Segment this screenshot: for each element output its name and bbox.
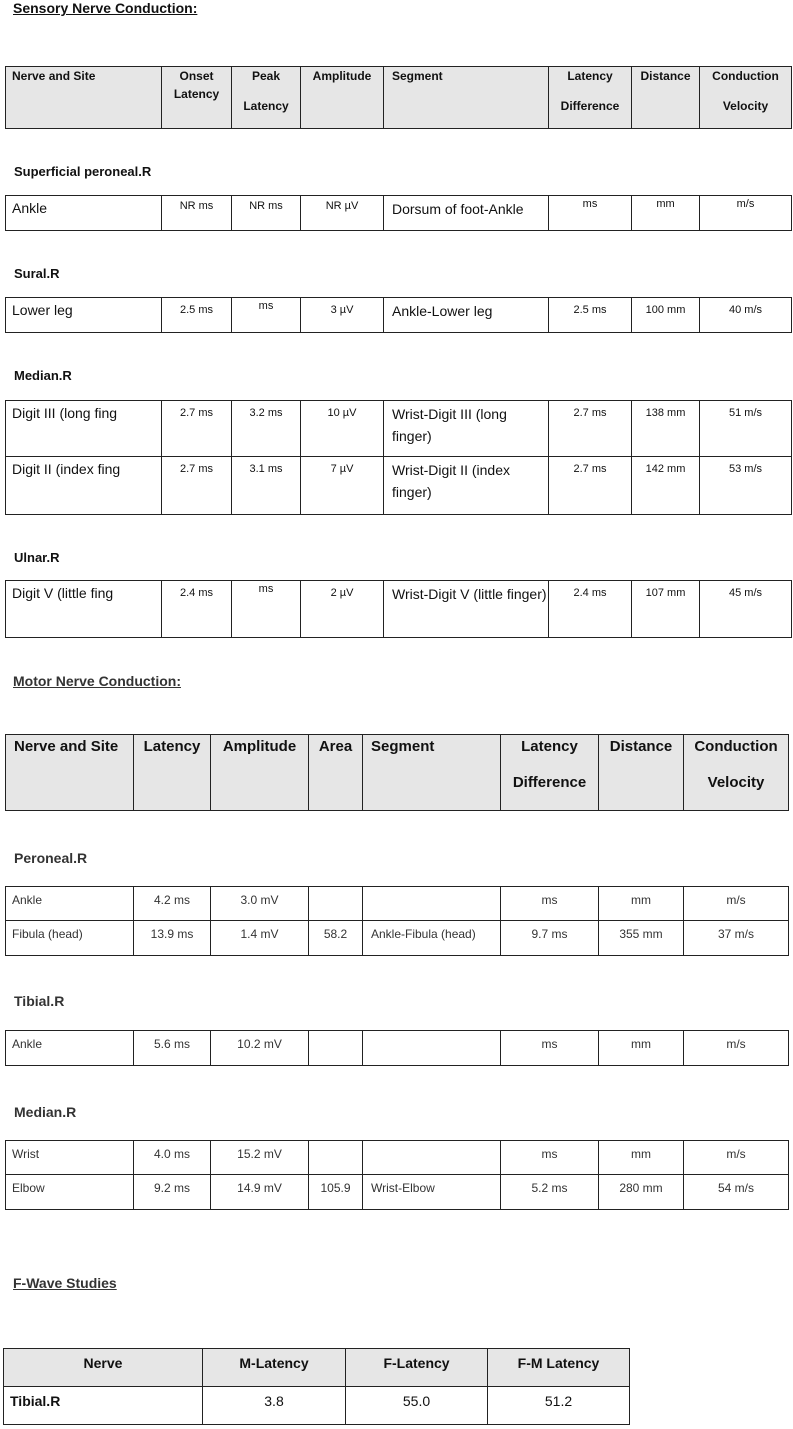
fwave-header-nerve: Nerve [4,1349,203,1387]
sensory-table-sural [5,297,792,333]
cell-segment: Wrist-Digit III (long finger) [384,401,549,457]
cell-amplitude: 1.4 mV [211,921,309,956]
cell-distance: 107 mm [632,581,700,638]
cell-onset-latency: 2.7 ms [162,401,232,457]
cell-conduction-velocity: 37 m/s [684,921,789,956]
cell-amplitude: 3.0 mV [211,887,309,921]
sensory-header-segment: Segment [384,67,549,129]
table-row [6,457,792,515]
cell-site: Wrist [6,1141,134,1175]
cell-peak-latency: 3.1 ms [232,457,301,515]
cell-onset-latency: 2.7 ms [162,457,232,515]
cell-onset-latency: NR ms [162,196,232,231]
motor-header-distance: Distance [599,735,684,811]
sensory-section-title: Sensory Nerve Conduction: [13,0,198,16]
cell-peak-latency: 3.2 ms [232,401,301,457]
motor-section-title: Motor Nerve Conduction: [13,673,181,689]
cell-segment: Wrist-Elbow [363,1175,501,1210]
cell-site: Digit III (long fing [6,401,162,457]
cell-area: 58.2 [309,921,363,956]
cell-amplitude: 10 µV [301,401,384,457]
motor-header-conduction-velocity: Conduction Velocity [684,735,789,811]
cell-latency-difference: 2.4 ms [549,581,632,638]
cell-latency-difference: ms [501,1031,599,1066]
sensory-header-conduction-velocity: Conduction Velocity [700,67,792,129]
sensory-header-onset-latency: Onset Latency [162,67,232,129]
cell-amplitude: 7 µV [301,457,384,515]
cell-site: Digit V (little fing [6,581,162,638]
fwave-header-fm-latency: F-M Latency [488,1349,630,1387]
cell-latency-difference: 5.2 ms [501,1175,599,1210]
cell-latency-difference: ms [549,196,632,231]
cell-segment: Wrist-Digit V (little finger) [384,581,549,638]
cell-peak-latency: NR ms [232,196,301,231]
motor-group-title: Peroneal.R [14,850,88,866]
sensory-group-title: Median.R [14,368,72,383]
cell-area [309,1141,363,1175]
cell-distance: 280 mm [599,1175,684,1210]
cell-f-latency: 55.0 [346,1387,488,1425]
sensory-group-title: Sural.R [14,266,60,281]
fwave-table [3,1348,630,1425]
motor-table-median [5,1140,789,1210]
cell-conduction-velocity: 40 m/s [700,298,792,333]
sensory-group-title: Superficial peroneal.R [14,164,152,179]
motor-header-table [5,734,789,811]
cell-site: Fibula (head) [6,921,134,956]
table-row [6,196,792,231]
cell-area: 105.9 [309,1175,363,1210]
cell-conduction-velocity: m/s [684,1141,789,1175]
cell-latency: 4.2 ms [134,887,211,921]
motor-header-latency-difference: Latency Difference [501,735,599,811]
cell-distance: 100 mm [632,298,700,333]
table-row [6,298,792,333]
cell-amplitude: 15.2 mV [211,1141,309,1175]
table-row [6,401,792,457]
sensory-header-latency-difference: Latency Difference [549,67,632,129]
cell-peak-latency: ms [232,298,301,333]
cell-m-latency: 3.8 [203,1387,346,1425]
motor-header-segment: Segment [363,735,501,811]
cell-amplitude: 14.9 mV [211,1175,309,1210]
cell-latency: 4.0 ms [134,1141,211,1175]
motor-header-area: Area [309,735,363,811]
cell-conduction-velocity: 53 m/s [700,457,792,515]
cell-site: Lower leg [6,298,162,333]
table-row [4,1387,630,1425]
motor-header-nerve-site: Nerve and Site [6,735,134,811]
cell-distance: 142 mm [632,457,700,515]
cell-distance: 138 mm [632,401,700,457]
fwave-header-f-latency: F-Latency [346,1349,488,1387]
cell-area [309,887,363,921]
sensory-group-title: Ulnar.R [14,550,60,565]
cell-site: Ankle [6,196,162,231]
sensory-table-median [5,400,792,515]
table-row [6,1141,789,1175]
sensory-table-ulnar [5,580,792,638]
cell-distance: mm [599,887,684,921]
table-row [6,887,789,921]
cell-conduction-velocity: m/s [684,887,789,921]
cell-site: Digit II (index fing [6,457,162,515]
cell-fm-latency: 51.2 [488,1387,630,1425]
cell-distance: mm [599,1031,684,1066]
cell-amplitude: 2 µV [301,581,384,638]
motor-table-peroneal [5,886,789,956]
fwave-header-m-latency: M-Latency [203,1349,346,1387]
cell-amplitude: 10.2 mV [211,1031,309,1066]
cell-onset-latency: 2.5 ms [162,298,232,333]
sensory-header-distance: Distance [632,67,700,129]
cell-latency: 13.9 ms [134,921,211,956]
cell-amplitude: NR µV [301,196,384,231]
cell-segment: Ankle-Fibula (head) [363,921,501,956]
cell-latency: 9.2 ms [134,1175,211,1210]
motor-group-title: Tibial.R [14,993,65,1009]
cell-latency-difference: 2.5 ms [549,298,632,333]
cell-distance: mm [599,1141,684,1175]
motor-table-tibial [5,1030,789,1066]
sensory-header-nerve-site: Nerve and Site [6,67,162,129]
cell-conduction-velocity: m/s [684,1031,789,1066]
fwave-section-title: F-Wave Studies [13,1275,117,1291]
cell-segment [363,1141,501,1175]
cell-latency-difference: ms [501,887,599,921]
cell-amplitude: 3 µV [301,298,384,333]
table-row [6,581,792,638]
cell-segment [363,1031,501,1066]
motor-header-latency: Latency [134,735,211,811]
cell-conduction-velocity: 45 m/s [700,581,792,638]
table-row [6,921,789,956]
motor-group-title: Median.R [14,1104,77,1120]
cell-latency: 5.6 ms [134,1031,211,1066]
cell-distance: mm [632,196,700,231]
sensory-table-superficial-peroneal [5,195,792,231]
cell-latency-difference: 9.7 ms [501,921,599,956]
cell-segment [363,887,501,921]
sensory-header-amplitude: Amplitude [301,67,384,129]
cell-peak-latency: ms [232,581,301,638]
cell-conduction-velocity: m/s [700,196,792,231]
cell-latency-difference: 2.7 ms [549,401,632,457]
cell-site: Ankle [6,1031,134,1066]
cell-distance: 355 mm [599,921,684,956]
cell-site: Ankle [6,887,134,921]
cell-segment: Dorsum of foot-Ankle [384,196,549,231]
sensory-header-table [5,66,792,129]
cell-nerve: Tibial.R [4,1387,203,1425]
table-row [6,1031,789,1066]
cell-conduction-velocity: 51 m/s [700,401,792,457]
cell-conduction-velocity: 54 m/s [684,1175,789,1210]
cell-latency-difference: 2.7 ms [549,457,632,515]
cell-latency-difference: ms [501,1141,599,1175]
motor-header-amplitude: Amplitude [211,735,309,811]
cell-segment: Wrist-Digit II (index finger) [384,457,549,515]
table-row [6,1175,789,1210]
cell-site: Elbow [6,1175,134,1210]
cell-area [309,1031,363,1066]
cell-onset-latency: 2.4 ms [162,581,232,638]
cell-segment: Ankle-Lower leg [384,298,549,333]
sensory-header-peak-latency: Peak Latency [232,67,301,129]
